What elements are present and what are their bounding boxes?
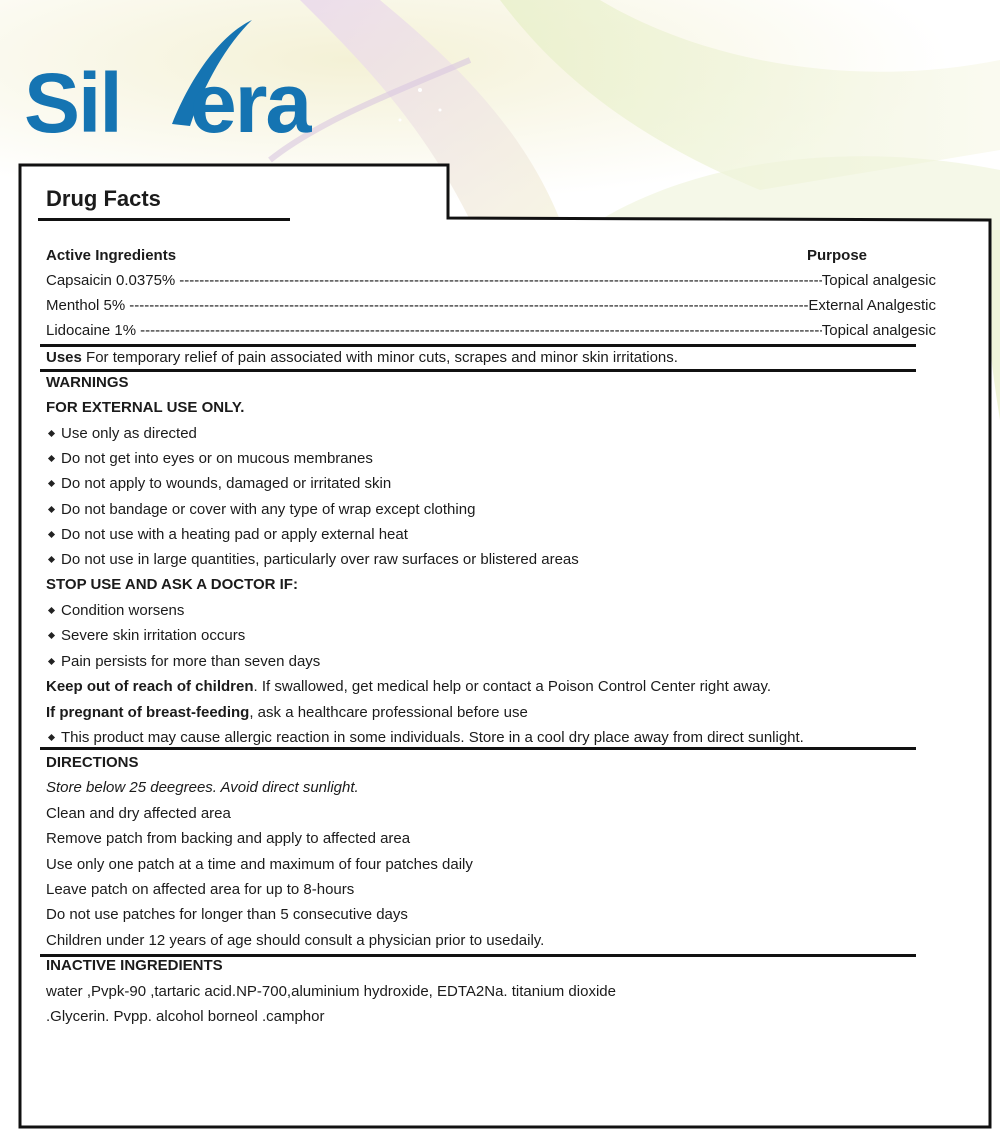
ingredient-name: Lidocaine 1% <box>46 322 137 339</box>
bullet-icon <box>48 454 55 461</box>
stop-use-item: Pain persists for more than seven days <box>46 653 320 671</box>
page-title: Drug Facts <box>46 186 161 211</box>
active-ingredients-header: Active Ingredients <box>46 247 177 264</box>
bullet-icon <box>48 479 55 486</box>
direction-item: Leave patch on affected area for up to 8-hours <box>46 881 355 898</box>
section-divider <box>40 369 916 372</box>
direction-item: Use only one patch at a time and maximum of four patches daily <box>46 856 473 873</box>
inactive-ingredients-line: .Glycerin. Pvpp. alcohol borneol .camphor <box>46 1008 325 1025</box>
inactive-ingredients-header: INACTIVE INGREDIENTS <box>46 957 223 974</box>
direction-item: Clean and dry affected area <box>46 805 231 822</box>
bullet-icon <box>48 733 55 740</box>
bullet-icon <box>48 606 55 613</box>
warning-item: Do not apply to wounds, damaged or irritated skin <box>46 475 391 493</box>
svg-text:Sil: Sil <box>24 56 121 144</box>
allergy-warning: This product may cause allergic reaction in some individuals. Store in a cool dry place away from direct sunlight. <box>46 729 804 747</box>
ingredient-purpose: External Analgestic <box>808 297 936 314</box>
ingredient-name: Capsaicin 0.0375% <box>46 272 176 289</box>
ingredient-name: Menthol 5% <box>46 297 126 314</box>
section-divider <box>40 747 916 750</box>
warning-item: Use only as directed <box>46 425 197 443</box>
bullet-icon <box>48 657 55 664</box>
storage-note: Store below 25 deegrees. Avoid direct sunlight. <box>46 779 359 796</box>
direction-item: Do not use patches for longer than 5 consecutive days <box>46 906 408 923</box>
bullet-icon <box>48 505 55 512</box>
direction-item: Remove patch from backing and apply to affected area <box>46 830 411 847</box>
bullet-icon <box>48 555 55 562</box>
leader-dashes <box>125 296 808 316</box>
leader-dashes <box>175 271 821 291</box>
external-use-heading: FOR EXTERNAL USE ONLY. <box>46 399 245 416</box>
bullet-icon <box>48 530 55 537</box>
bullet-icon <box>48 631 55 638</box>
stop-use-item: Condition worsens <box>46 602 184 620</box>
keep-out-of-reach: Keep out of reach of children. If swallowed, get medical help or contact a Poison Control Center right away. <box>46 678 772 695</box>
warning-item: Do not use with a heating pad or apply external heat <box>46 526 408 544</box>
direction-item: Children under 12 years of age should consult a physician prior to usedaily. <box>46 932 545 949</box>
uses-text: For temporary relief of pain associated with minor cuts, scrapes and minor skin irritations. <box>81 349 678 366</box>
inactive-ingredients-line: water ,Pvpk-90 ,tartaric acid.NP-700,aluminium hydroxide, EDTA2Na. titanium dioxide <box>46 983 616 1000</box>
active-ingredient-row <box>46 321 936 341</box>
bullet-icon <box>48 429 55 436</box>
uses-label: Uses <box>46 349 82 366</box>
stop-use-item: Severe skin irritation occurs <box>46 627 245 645</box>
stop-use-heading: STOP USE AND ASK A DOCTOR IF: <box>46 576 298 593</box>
section-divider <box>40 344 916 347</box>
purpose-header: Purpose <box>807 247 868 264</box>
svg-text:era: era <box>190 56 311 144</box>
active-ingredient-row <box>46 296 936 316</box>
ingredient-purpose: Topical analgesic <box>821 322 936 339</box>
title-underline <box>38 218 290 221</box>
warning-item: Do not bandage or cover with any type of wrap except clothing <box>46 501 475 519</box>
warning-item: Do not get into eyes or on mucous membranes <box>46 450 373 468</box>
uses-line <box>46 349 678 367</box>
ingredient-purpose: Topical analgesic <box>821 272 936 289</box>
warning-item: Do not use in large quantities, particularly over raw surfaces or blistered areas <box>46 551 579 569</box>
warnings-header: WARNINGS <box>46 374 129 391</box>
pregnancy-warning: If pregnant of breast-feeding, ask a healthcare professional before use <box>46 704 528 721</box>
directions-header: DIRECTIONS <box>46 754 139 771</box>
active-ingredient-row <box>46 271 936 291</box>
leader-dashes <box>136 321 822 341</box>
